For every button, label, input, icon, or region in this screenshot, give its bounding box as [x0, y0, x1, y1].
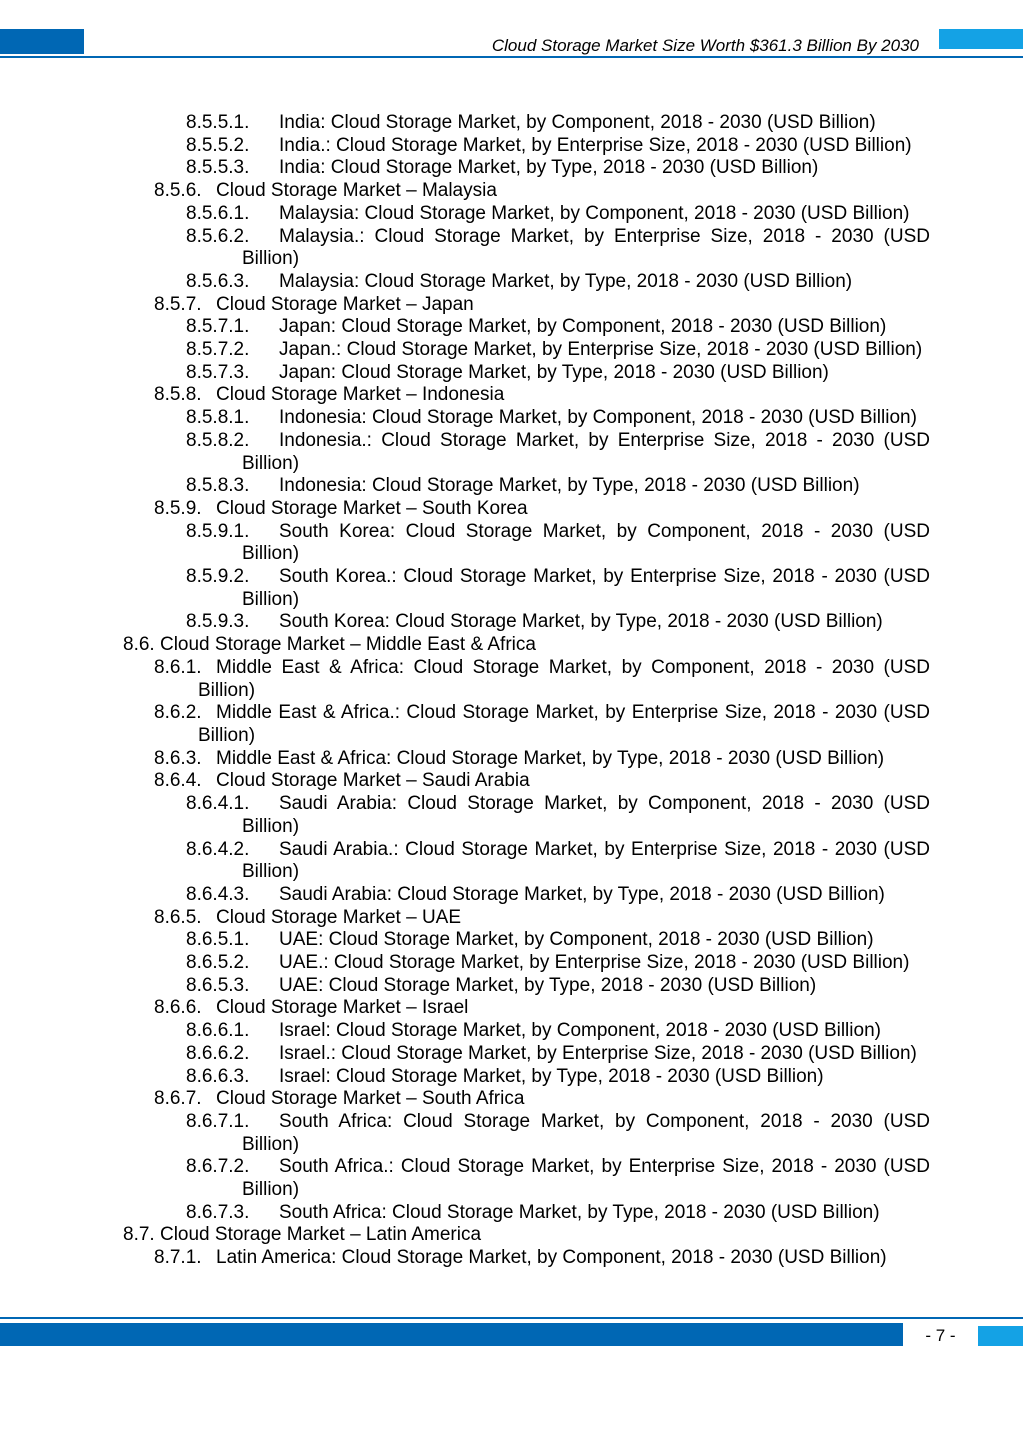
toc-entry-title: South Korea: Cloud Storage Market, by Type, 2018 - 2030 (USD Billion) — [279, 611, 883, 633]
toc-entry-number: 8.6.7.1. — [186, 1110, 250, 1132]
toc-entry-number: 8.5.7.2. — [186, 339, 250, 361]
toc-entry-number: 8.6.7.2. — [186, 1156, 250, 1178]
toc-entry-title: South Korea: Cloud Storage Market, by Component, 2018 - 2030 (USD Billion) — [242, 520, 930, 565]
toc-entry-number: 8.6.6.3. — [186, 1065, 250, 1087]
toc-entry-number: 8.6.7.3. — [186, 1201, 250, 1223]
toc-entry — [0, 316, 930, 339]
toc-entry-title: Saudi Arabia: Cloud Storage Market, by Component, 2018 - 2030 (USD Billion) — [242, 793, 930, 837]
toc-entry-title: Middle East & Africa: Cloud Storage Market, by Component, 2018 - 2030 (USD Billion) — [198, 656, 930, 701]
toc-entry-title: South Africa.: Cloud Storage Market, by Enterprise Size, 2018 - 2030 (USD Billion) — [242, 1156, 930, 1201]
toc-entry — [0, 1088, 930, 1111]
toc-entry-title: Japan.: Cloud Storage Market, by Enterprise Size, 2018 - 2030 (USD Billion) — [279, 339, 923, 361]
toc-entry-number: 8.5.8.2. — [186, 429, 250, 451]
toc-entry-title: Cloud Storage Market – Saudi Arabia — [216, 770, 530, 792]
toc-entry — [0, 294, 930, 317]
toc-entry-title: Indonesia: Cloud Storage Market, by Type, 2018 - 2030 (USD Billion) — [279, 475, 860, 497]
toc-entry — [0, 521, 930, 566]
toc-entry-title: Japan: Cloud Storage Market, by Type, 2018 - 2030 (USD Billion) — [279, 361, 829, 383]
toc-entry — [0, 1020, 930, 1043]
toc-entry-number: 8.5.5.1. — [186, 112, 250, 133]
toc-entry-number: 8.6.6.2. — [186, 1042, 250, 1064]
toc-entry-number: 8.5.8.1. — [186, 407, 250, 429]
toc-entry-title: Saudi Arabia: Cloud Storage Market, by Type, 2018 - 2030 (USD Billion) — [279, 883, 885, 905]
toc-entry-number: 8.5.5.2. — [186, 134, 250, 156]
toc-entry-title: Israel: Cloud Storage Market, by Type, 2018 - 2030 (USD Billion) — [279, 1065, 824, 1087]
toc-entry — [0, 929, 930, 952]
toc-entry-number: 8.6. — [123, 634, 155, 656]
toc-entry-number: 8.5.7.1. — [186, 316, 250, 338]
toc-entry — [0, 634, 930, 657]
toc-entry — [0, 975, 930, 998]
toc-entry — [0, 1247, 930, 1270]
toc-entry — [0, 135, 930, 158]
footer-rule — [0, 1317, 1023, 1319]
toc-entry-title: Middle East & Africa: Cloud Storage Market, by Type, 2018 - 2030 (USD Billion) — [216, 747, 885, 769]
toc-entry — [0, 271, 930, 294]
toc-entry — [0, 1224, 930, 1247]
toc-entry-number: 8.5.6.1. — [186, 202, 250, 224]
toc-entry-number: 8.6.5. — [154, 906, 202, 928]
toc-entry-number: 8.5.9.2. — [186, 566, 250, 588]
toc-entry — [0, 1066, 930, 1089]
toc-entry — [0, 1111, 930, 1156]
toc-entry-title: Israel.: Cloud Storage Market, by Enterprise Size, 2018 - 2030 (USD Billion) — [279, 1042, 917, 1064]
toc-entry-title: Cloud Storage Market – Malaysia — [216, 180, 497, 202]
toc-entry-title: South Africa: Cloud Storage Market, by Type, 2018 - 2030 (USD Billion) — [279, 1201, 880, 1223]
toc-entry-title: Malaysia: Cloud Storage Market, by Type, 2018 - 2030 (USD Billion) — [279, 270, 853, 292]
toc-entry-number: 8.5.9.3. — [186, 611, 250, 633]
toc-entry — [0, 112, 930, 135]
toc-entry-number: 8.5.5.3. — [186, 157, 250, 179]
toc-entry-title: Cloud Storage Market – South Korea — [216, 497, 528, 519]
toc-entry — [0, 430, 930, 475]
toc-entry — [0, 362, 930, 385]
toc-entry — [0, 566, 930, 611]
toc-entry-title: UAE: Cloud Storage Market, by Type, 2018 - 2030 (USD Billion) — [279, 974, 817, 996]
toc-entry — [0, 203, 930, 226]
toc-entry-title: Cloud Storage Market – UAE — [216, 906, 462, 928]
toc-entry-number: 8.5.6.3. — [186, 270, 250, 292]
toc-entry-number: 8.5.9.1. — [186, 520, 250, 542]
document-header-title: Cloud Storage Market Size Worth $361.3 Billion By 2030 — [491, 36, 919, 55]
toc-entry — [0, 180, 930, 203]
toc-entry-number: 8.5.6. — [154, 180, 202, 202]
toc-entry-number: 8.6.2. — [154, 702, 202, 724]
toc-entry — [0, 657, 930, 702]
toc-entry-title: Israel: Cloud Storage Market, by Component, 2018 - 2030 (USD Billion) — [279, 1020, 881, 1042]
toc-entry-number: 8.6.4.3. — [186, 883, 250, 905]
toc-entry-title: Indonesia: Cloud Storage Market, by Component, 2018 - 2030 (USD Billion) — [279, 407, 917, 429]
toc-entry-number: 8.6.5.3. — [186, 974, 250, 996]
toc-entry — [0, 1202, 930, 1225]
toc-entry-number: 8.6.6. — [154, 997, 202, 1019]
toc-entry — [0, 1043, 930, 1066]
toc-entry — [0, 339, 930, 362]
toc-entry — [0, 702, 930, 747]
toc-entry-number: 8.5.9. — [154, 497, 202, 519]
toc-entry — [0, 839, 930, 884]
toc-entry-number: 8.6.4.1. — [186, 793, 250, 815]
footer-bar-left — [0, 1323, 903, 1346]
toc-entry-title: Cloud Storage Market – Middle East & Africa — [159, 634, 536, 656]
toc-entry-title: UAE: Cloud Storage Market, by Component, 2018 - 2030 (USD Billion) — [279, 929, 874, 951]
toc-entry-title: India: Cloud Storage Market, by Component, 2018 - 2030 (USD Billion) — [279, 112, 876, 133]
toc-entry — [0, 384, 930, 407]
header-bar-right — [939, 29, 1023, 49]
toc-entry-title: South Africa: Cloud Storage Market, by Component, 2018 - 2030 (USD Billion) — [242, 1110, 930, 1155]
toc-entry-number: 8.6.1. — [154, 656, 202, 678]
toc-entry — [0, 157, 930, 180]
toc-entry-number: 8.6.5.1. — [186, 929, 250, 951]
toc-entry-number: 8.5.8. — [154, 384, 202, 406]
toc-entry — [0, 884, 930, 907]
toc-entry-title: UAE.: Cloud Storage Market, by Enterprise Size, 2018 - 2030 (USD Billion) — [279, 952, 910, 974]
toc-entry-number: 8.5.7. — [154, 293, 202, 315]
header-bar-left — [0, 29, 84, 54]
toc-entry — [0, 407, 930, 430]
toc-entry-title: Saudi Arabia.: Cloud Storage Market, by Enterprise Size, 2018 - 2030 (USD Billion) — [242, 838, 930, 883]
toc-entry-title: Indonesia.: Cloud Storage Market, by Enterprise Size, 2018 - 2030 (USD Billion) — [242, 429, 930, 474]
toc-entry-title: Middle East & Africa.: Cloud Storage Market, by Enterprise Size, 2018 - 2030 (USD Billion) — [198, 702, 930, 746]
toc-entry — [0, 952, 930, 975]
toc-entry-title: Cloud Storage Market – Latin America — [159, 1224, 482, 1246]
toc-entry-number: 8.7. — [123, 1224, 155, 1246]
toc-entry-number: 8.6.6.1. — [186, 1020, 250, 1042]
toc-entry-title: Cloud Storage Market – Israel — [216, 997, 469, 1019]
toc-entry-title: Cloud Storage Market – Indonesia — [216, 384, 505, 406]
page-number: - 7 - — [925, 1326, 956, 1345]
toc-entry-number: 8.7.1. — [154, 1247, 202, 1269]
toc-entry-number: 8.6.7. — [154, 1088, 202, 1110]
toc-entry-title: South Korea.: Cloud Storage Market, by Enterprise Size, 2018 - 2030 (USD Billion) — [242, 566, 930, 610]
toc-entry-title: Japan: Cloud Storage Market, by Component, 2018 - 2030 (USD Billion) — [279, 316, 887, 338]
toc-entry-title: Cloud Storage Market – Japan — [216, 293, 474, 315]
toc-entry-number: 8.5.6.2. — [186, 225, 250, 247]
toc-entry — [0, 226, 930, 271]
toc-entry-number: 8.6.5.2. — [186, 952, 250, 974]
toc-entry — [0, 770, 930, 793]
toc-entry — [0, 1156, 930, 1201]
toc-entry-title: Malaysia: Cloud Storage Market, by Component, 2018 - 2030 (USD Billion) — [279, 202, 910, 224]
toc-entry — [0, 748, 930, 771]
toc-entry — [0, 997, 930, 1020]
toc-entry-title: India: Cloud Storage Market, by Type, 2018 - 2030 (USD Billion) — [279, 157, 819, 179]
footer-bar-right — [978, 1326, 1023, 1346]
toc-entry-title: India.: Cloud Storage Market, by Enterprise Size, 2018 - 2030 (USD Billion) — [279, 134, 912, 156]
toc-entry — [0, 907, 930, 930]
toc-entry — [0, 475, 930, 498]
toc-entry — [0, 498, 930, 521]
header-rule — [0, 56, 1023, 58]
toc-entry-number: 8.6.4. — [154, 770, 202, 792]
toc-entry-title: Latin America: Cloud Storage Market, by Component, 2018 - 2030 (USD Billion) — [216, 1247, 887, 1269]
toc-entry — [0, 611, 930, 634]
toc-entry-number: 8.6.4.2. — [186, 838, 250, 860]
toc-entry-title: Cloud Storage Market – South Africa — [216, 1088, 525, 1110]
toc-entry-number: 8.5.8.3. — [186, 475, 250, 497]
toc-entry-number: 8.6.3. — [154, 747, 202, 769]
toc-entry-title: Malaysia.: Cloud Storage Market, by Enterprise Size, 2018 - 2030 (USD Billion) — [242, 225, 930, 270]
toc-entry — [0, 793, 930, 838]
toc-entry-number: 8.5.7.3. — [186, 361, 250, 383]
table-of-contents — [0, 112, 1023, 1270]
